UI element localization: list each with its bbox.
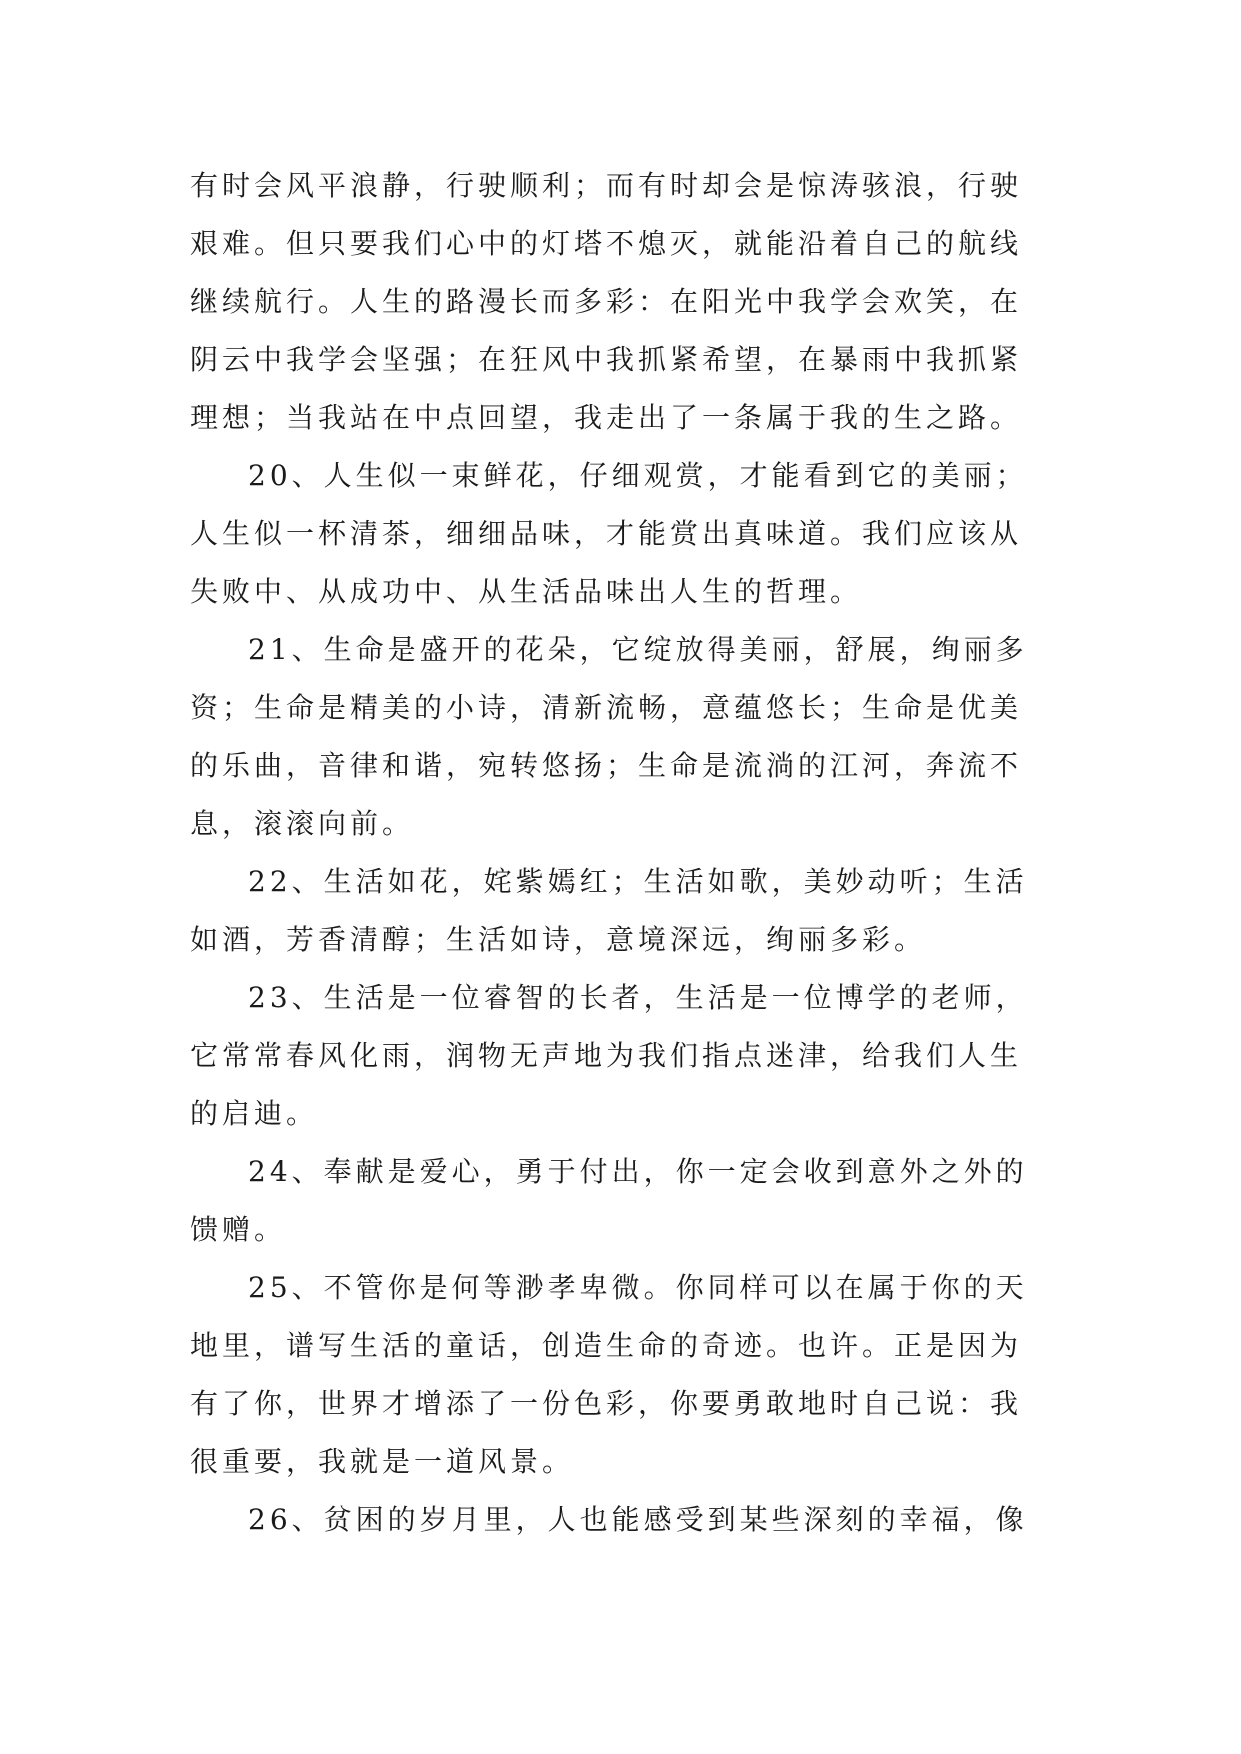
text-line: 如酒，芳香清醇；生活如诗，意境深远，绚丽多彩。 [190,923,927,956]
text-line: 息，滚滚向前。 [190,807,415,840]
paragraph-start-22: 22、生活如花，姹紫嫣红；生活如歌，美妙动听；生活 [248,865,1028,898]
text-line: 它常常春风化雨，润物无声地为我们指点迷津，给我们人生 [190,1039,1023,1072]
text-line: 人生似一杯清茶，细细品味，才能赏出真味道。我们应该从 [190,517,1023,550]
text-line: 理想；当我站在中点回望，我走出了一条属于我的生之路。 [190,401,1023,434]
document-body [190,157,1050,1549]
text-line: 继续航行。人生的路漫长而多彩：在阳光中我学会欢笑，在 [190,285,1023,318]
text-line: 失败中、从成功中、从生活品味出人生的哲理。 [190,575,863,608]
text-line: 艰难。但只要我们心中的灯塔不熄灭，就能沿着自己的航线 [190,227,1023,260]
paragraph-start-23: 23、生活是一位睿智的长者，生活是一位博学的老师， [248,981,1028,1014]
paragraph-start-24: 24、奉献是爱心，勇于付出，你一定会收到意外之外的 [248,1155,1028,1188]
text-line: 很重要，我就是一道风景。 [190,1445,575,1478]
paragraph-start-21: 21、生命是盛开的花朵，它绽放得美丽，舒展，绚丽多 [248,633,1028,666]
text-line: 馈赠。 [190,1213,287,1246]
paragraph-start-26: 26、贫困的岁月里，人也能感受到某些深刻的幸福，像 [248,1503,1028,1536]
text-line: 阴云中我学会坚强；在狂风中我抓紧希望，在暴雨中我抓紧 [190,343,1023,376]
text-line: 的乐曲，音律和谐，宛转悠扬；生命是流淌的江河，奔流不 [190,749,1023,782]
text-line: 的启迪。 [190,1097,319,1130]
text-line: 有时会风平浪静，行驶顺利；而有时却会是惊涛骇浪，行驶 [190,169,1023,202]
text-line: 地里，谱写生活的童话，创造生命的奇迹。也许。正是因为 [190,1329,1023,1362]
text-line: 资；生命是精美的小诗，清新流畅，意蕴悠长；生命是优美 [190,691,1023,724]
paragraph-start-25: 25、不管你是何等渺孝卑微。你同样可以在属于你的天 [248,1271,1028,1304]
text-line: 有了你，世界才增添了一份色彩，你要勇敢地时自己说：我 [190,1387,1023,1420]
paragraph-start-20: 20、人生似一束鲜花，仔细观赏，才能看到它的美丽； [248,459,1028,492]
